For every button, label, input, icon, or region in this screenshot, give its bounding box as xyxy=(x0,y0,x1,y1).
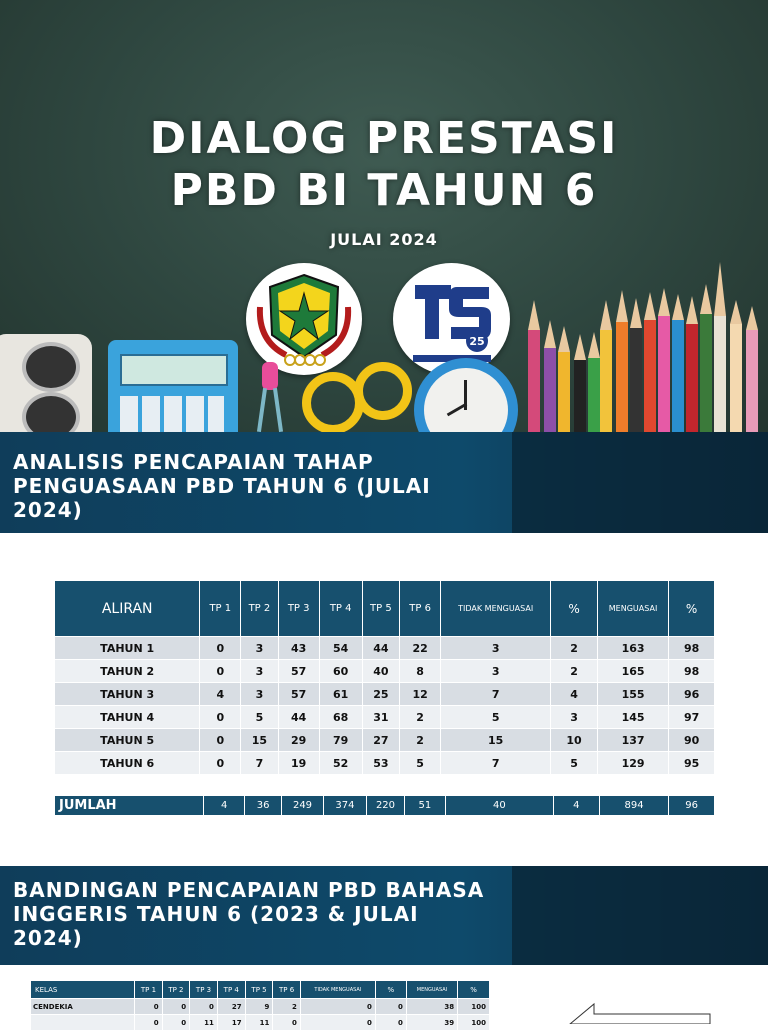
table-cell: 155 xyxy=(597,683,668,706)
total-cell: 4 xyxy=(553,796,599,816)
row-label: TAHUN 6 xyxy=(55,752,200,775)
col-header: TP 1 xyxy=(200,581,241,637)
col-header: MENGUASAI xyxy=(597,581,668,637)
table-cell: 3 xyxy=(241,683,278,706)
table-cell: 53 xyxy=(362,752,399,775)
table-cell: 7 xyxy=(441,752,551,775)
comparison-table xyxy=(30,980,490,1031)
col-header: TP 3 xyxy=(190,981,218,999)
col-header: % xyxy=(669,581,715,637)
table-cell: 2 xyxy=(273,999,300,1015)
calculator-icon xyxy=(108,340,238,432)
table-cell: 54 xyxy=(319,637,362,660)
table-cell: 60 xyxy=(319,660,362,683)
total-cell: 220 xyxy=(367,796,405,816)
cover-title-line2: PBD BI TAHUN 6 xyxy=(170,165,598,216)
table-row xyxy=(55,729,715,752)
table-cell: 11 xyxy=(190,1015,218,1031)
total-cell: 374 xyxy=(323,796,366,816)
table-cell: 68 xyxy=(319,706,362,729)
row-label: TAHUN 1 xyxy=(55,637,200,660)
table-cell: 0 xyxy=(162,999,189,1015)
table-cell: 3 xyxy=(441,660,551,683)
table-cell: 5 xyxy=(441,706,551,729)
table-row xyxy=(55,683,715,706)
table-cell: 15 xyxy=(441,729,551,752)
col-header: TP 5 xyxy=(245,981,273,999)
total-row-table xyxy=(54,795,715,816)
table-cell: 29 xyxy=(278,729,319,752)
table-cell: 0 xyxy=(200,752,241,775)
table-cell: 90 xyxy=(669,729,715,752)
table-cell: 79 xyxy=(319,729,362,752)
table-cell: 0 xyxy=(190,999,218,1015)
table-cell: 0 xyxy=(200,729,241,752)
table-cell: 10 xyxy=(551,729,598,752)
table-cell: 19 xyxy=(278,752,319,775)
table-cell: 3 xyxy=(241,637,278,660)
table-cell: 11 xyxy=(245,1015,273,1031)
table-cell: 9 xyxy=(245,999,273,1015)
row-label xyxy=(31,1015,135,1031)
col-header: KELAS xyxy=(31,981,135,999)
total-cell: 4 xyxy=(204,796,245,816)
table-cell: 5 xyxy=(551,752,598,775)
col-header: TP 2 xyxy=(241,581,278,637)
table-cell: 40 xyxy=(362,660,399,683)
table-cell: 0 xyxy=(162,1015,189,1031)
table-cell: 98 xyxy=(669,660,715,683)
table-cell: 52 xyxy=(319,752,362,775)
cover-date: JULAI 2024 xyxy=(330,230,438,249)
row-label: TAHUN 4 xyxy=(55,706,200,729)
table-cell: 96 xyxy=(669,683,715,706)
table-cell: 0 xyxy=(200,706,241,729)
scissors-icon xyxy=(302,352,402,432)
table-row xyxy=(55,706,715,729)
col-header: TIDAK MENGUASAI xyxy=(300,981,375,999)
table-cell: 100 xyxy=(458,1015,490,1031)
col-header: TP 4 xyxy=(217,981,245,999)
row-label: TAHUN 5 xyxy=(55,729,200,752)
table-cell: 2 xyxy=(551,660,598,683)
col-header: TP 4 xyxy=(319,581,362,637)
table-cell: 44 xyxy=(278,706,319,729)
col-header: TP 6 xyxy=(400,581,441,637)
total-cell: 40 xyxy=(445,796,553,816)
table-cell: 0 xyxy=(200,660,241,683)
compass-icon xyxy=(256,362,284,432)
table-cell: 137 xyxy=(597,729,668,752)
table-cell: 3 xyxy=(551,706,598,729)
table-cell: 57 xyxy=(278,660,319,683)
table-cell: 7 xyxy=(241,752,278,775)
table-cell: 22 xyxy=(400,637,441,660)
table-row xyxy=(55,637,715,660)
table-cell: 15 xyxy=(241,729,278,752)
table-cell: 17 xyxy=(217,1015,245,1031)
col-header: TP 5 xyxy=(362,581,399,637)
colored-pencils-icon xyxy=(524,260,768,432)
col-header: ALIRAN xyxy=(55,581,200,637)
section2-banner xyxy=(0,866,768,965)
achievement-table xyxy=(54,580,715,775)
col-header: MENGUASAI xyxy=(406,981,457,999)
col-header: TP 2 xyxy=(162,981,189,999)
table-cell: 38 xyxy=(406,999,457,1015)
table-cell: 44 xyxy=(362,637,399,660)
alarm-clock-icon xyxy=(408,358,524,432)
table-cell: 145 xyxy=(597,706,668,729)
table-cell: 31 xyxy=(362,706,399,729)
table-cell: 4 xyxy=(200,683,241,706)
section1-heading: ANALISIS PENCAPAIAN TAHAP PENGUASAAN PBD TAHUN 6 (JULAI 2024) xyxy=(13,450,431,522)
total-cell: 249 xyxy=(282,796,323,816)
table-cell: 0 xyxy=(135,999,162,1015)
table-cell: 0 xyxy=(273,1015,300,1031)
table-cell: 0 xyxy=(300,999,375,1015)
table-cell: 95 xyxy=(669,752,715,775)
cover-title-line1: DIALOG PRESTASI xyxy=(149,113,619,164)
table-cell: 43 xyxy=(278,637,319,660)
table-cell: 0 xyxy=(135,1015,162,1031)
paint-palette-icon xyxy=(0,334,92,432)
total-cell: 51 xyxy=(404,796,445,816)
table-cell: 3 xyxy=(241,660,278,683)
cover-slide xyxy=(0,0,768,432)
row-label: TAHUN 2 xyxy=(55,660,200,683)
table-cell: 12 xyxy=(400,683,441,706)
table-row xyxy=(31,1015,490,1031)
col-header: % xyxy=(458,981,490,999)
total-label: JUMLAH xyxy=(55,796,204,816)
col-header: % xyxy=(375,981,406,999)
table-cell: 4 xyxy=(551,683,598,706)
row-label: CENDEKIA xyxy=(31,999,135,1015)
table-cell: 3 xyxy=(441,637,551,660)
table-cell: 0 xyxy=(200,637,241,660)
arrow-shape-icon xyxy=(560,1000,720,1024)
table-cell: 25 xyxy=(362,683,399,706)
table-cell: 5 xyxy=(400,752,441,775)
table-cell: 2 xyxy=(400,706,441,729)
total-row xyxy=(55,796,715,816)
table-cell: 2 xyxy=(400,729,441,752)
table-cell: 27 xyxy=(217,999,245,1015)
table-row xyxy=(55,752,715,775)
table-cell: 0 xyxy=(375,1015,406,1031)
col-header: TP 1 xyxy=(135,981,162,999)
table-cell: 165 xyxy=(597,660,668,683)
table-row xyxy=(55,660,715,683)
table-cell: 97 xyxy=(669,706,715,729)
total-cell: 894 xyxy=(599,796,668,816)
col-header: TP 6 xyxy=(273,981,300,999)
total-cell: 96 xyxy=(669,796,715,816)
table-cell: 0 xyxy=(300,1015,375,1031)
table-cell: 57 xyxy=(278,683,319,706)
table-cell: 98 xyxy=(669,637,715,660)
table-cell: 8 xyxy=(400,660,441,683)
section1-banner xyxy=(0,432,768,533)
section2-heading: BANDINGAN PENCAPAIAN PBD BAHASA INGGERIS TAHUN 6 (2023 & JULAI 2024) xyxy=(13,878,485,950)
table-row xyxy=(31,999,490,1015)
col-header: % xyxy=(551,581,598,637)
table-cell: 163 xyxy=(597,637,668,660)
table-cell: 7 xyxy=(441,683,551,706)
table-cell: 100 xyxy=(458,999,490,1015)
table-cell: 0 xyxy=(375,999,406,1015)
row-label: TAHUN 3 xyxy=(55,683,200,706)
table-cell: 5 xyxy=(241,706,278,729)
table-cell: 2 xyxy=(551,637,598,660)
table-cell: 61 xyxy=(319,683,362,706)
table-cell: 27 xyxy=(362,729,399,752)
svg-text:25: 25 xyxy=(469,335,485,348)
table-cell: 39 xyxy=(406,1015,457,1031)
total-cell: 36 xyxy=(244,796,281,816)
col-header: TIDAK MENGUASAI xyxy=(441,581,551,637)
table-cell: 129 xyxy=(597,752,668,775)
col-header: TP 3 xyxy=(278,581,319,637)
